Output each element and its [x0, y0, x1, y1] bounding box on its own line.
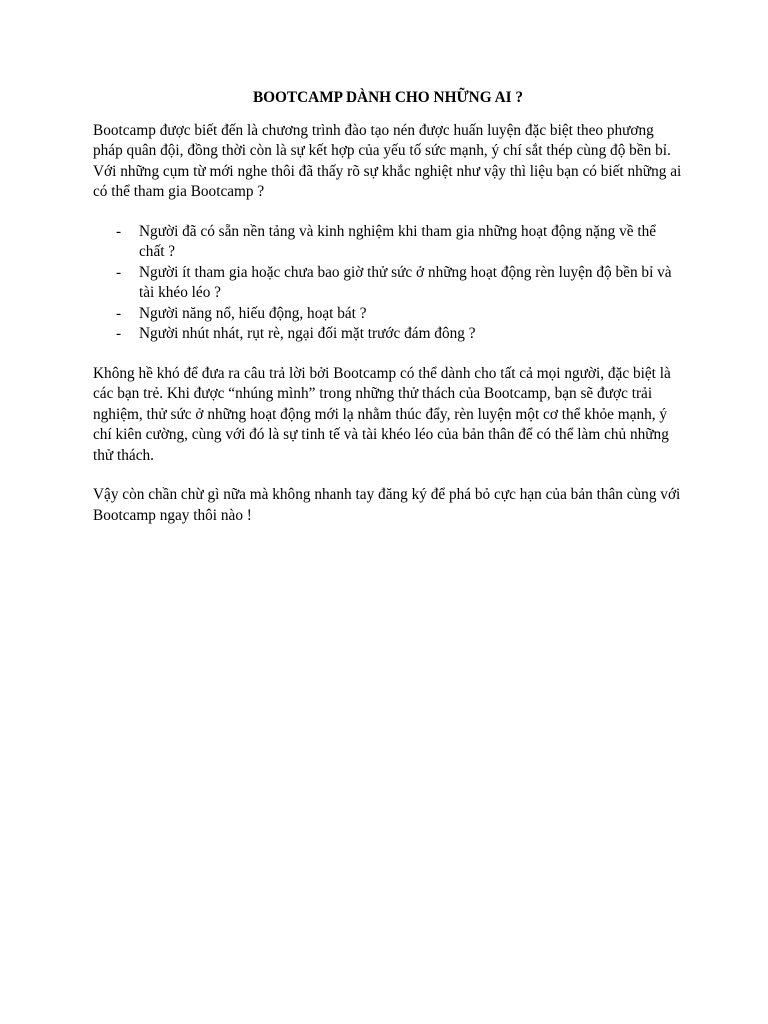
document-page [93, 88, 683, 545]
bullet-dash: - [116, 222, 122, 240]
bullet-dash: - [116, 263, 122, 281]
list-item [93, 304, 683, 325]
answer-paragraph: Không hề khó để đưa ra câu trả lời bởi Bootcamp có thể dành cho tất cả mọi người, đặc biệt là các bạn trẻ. Khi được “nhúng mình” trong những thử thách của Bootcamp, bạn sẽ được trải nghiệm, thử sức ở những hoạt động mới lạ nhằm thúc đẩy, rèn luyện một cơ thể khỏe mạnh, ý chí kiên cường, cùng với đó là sự tinh tế và tài khéo léo của bản thân để có thể làm chủ những thử thách. [93, 364, 671, 464]
bullet-dash: - [116, 304, 122, 322]
list-item [93, 222, 683, 263]
list-item [93, 263, 683, 304]
list-item-text: Người ít tham gia hoặc chưa bao giờ thử sức ở những hoạt động rèn luyện độ bền bỉ và tài khéo léo ? [139, 263, 672, 301]
bullet-dash: - [116, 325, 122, 342]
document-title: BOOTCAMP DÀNH CHO NHỮNG AI ? [252, 89, 524, 106]
intro-paragraph: Bootcamp được biết đến là chương trình đào tạo nén được huấn luyện đặc biệt theo phương pháp quân đội, đồng thời còn là sự kết hợp của yếu tố sức mạnh, ý chí sắt thép cùng độ bền bỉ. Với những cụm từ mới nghe thôi đã thấy rõ sự khắc nghiệt như vậy thì liệu bạn có biết những ai có thể tham gia Bootcamp ? [93, 121, 682, 200]
list-item [93, 324, 683, 345]
list-item-text: Người nhút nhát, rụt rè, ngại đối mặt trước đám đông ? [139, 325, 476, 342]
closing-paragraph: Vậy còn chần chừ gì nữa mà không nhanh tay đăng ký để phá bỏ cực hạn của bản thân cùng với Bootcamp ngay thôi nào ! [93, 486, 681, 524]
list-item-text: Người năng nổ, hiếu động, hoạt bát ? [139, 304, 367, 322]
list-item-text: Người đã có sẵn nền tảng và kinh nghiệm khi tham gia những hoạt động nặng về thể chất ? [139, 222, 657, 260]
questions-list [93, 222, 683, 345]
